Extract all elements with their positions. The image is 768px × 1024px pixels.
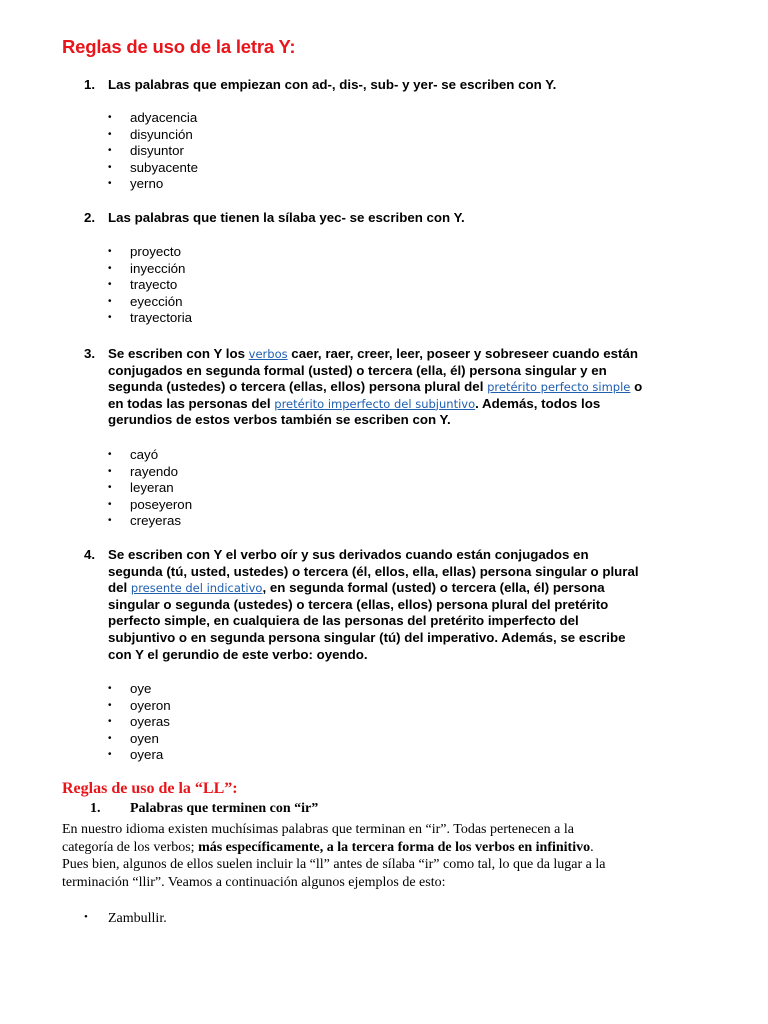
text-run: subjuntivo o en segunda persona singular (tú) del imperativo. Además, se escribe — [108, 629, 626, 645]
rule-3-examples — [108, 447, 192, 530]
rule-number: 1. — [84, 77, 96, 92]
list-item: • trayectoria — [108, 310, 192, 327]
list-item: • poseyeron — [108, 497, 192, 514]
text-run: o — [630, 379, 643, 395]
list-item: • trayecto — [108, 277, 192, 294]
text-run: gerundios de estos verbos también se escriben con Y. — [108, 412, 451, 428]
rule-text: Palabras que terminen con “ir” — [130, 801, 319, 816]
list-item: • oyeras — [108, 714, 171, 731]
rule-text — [108, 346, 684, 429]
text-run: segunda (tú, usted, ustedes) o tercera (él, ellos, ella, ellas) persona singular o plural — [108, 563, 639, 579]
rule-text: Las palabras que tienen la sílaba yec- se escriben con Y. — [108, 210, 465, 225]
text-run: categoría de los verbos; — [62, 839, 199, 855]
text-line: En nuestro idioma existen muchísimas palabras que terminan en “ir”. Todas pertenecen a la — [62, 822, 574, 837]
list-item: • subyacente — [108, 160, 198, 177]
ll-rule-1 — [90, 801, 318, 817]
section-ll-title: Reglas de uso de la “LL”: — [62, 780, 238, 797]
text-run: caer, raer, creer, leer, poseer y sobreseer cuando están — [287, 346, 638, 361]
rule-1-examples — [108, 110, 198, 193]
text-run: en todas las personas del — [108, 395, 275, 411]
rule-text: Las palabras que empiezan con ad-, dis-, sub- y yer- se escriben con Y. — [108, 77, 557, 92]
text-run: conjugados en segunda formal (usted) o tercera (ella, él) persona singular y en — [108, 362, 607, 378]
link-preterito-imperfecto-subjuntivo[interactable]: pretérito imperfecto del subjuntivo — [274, 396, 476, 411]
link-presente-indicativo[interactable]: presente del indicativo — [130, 581, 263, 596]
emphasis-text: más específicamente, a la tercera forma de los verbos en infinitivo — [198, 839, 591, 855]
ll-examples — [84, 911, 167, 927]
rule-2-examples — [108, 244, 192, 327]
list-item: • Zambullir. — [84, 911, 167, 927]
text-run: perfecto simple, en cualquiera de las personas del pretérito imperfecto del — [108, 613, 579, 629]
rule-number: 4. — [84, 547, 96, 562]
rule-2 — [84, 210, 684, 227]
text-run: Se escriben con Y el verbo oír y sus derivados cuando están conjugados en — [108, 547, 589, 562]
list-item: • oyen — [108, 731, 171, 748]
list-item: • oyera — [108, 747, 171, 764]
ll-paragraph — [62, 821, 662, 891]
text-run: segunda (ustedes) o tercera (ellas, ellos) persona plural del — [108, 379, 488, 395]
link-preterito-perfecto-simple[interactable]: pretérito perfecto simple — [487, 380, 631, 395]
text-run: con Y el gerundio de este verbo: oyendo. — [108, 646, 368, 662]
list-item: • rayendo — [108, 464, 192, 481]
list-item: • oyeron — [108, 698, 171, 715]
text-run: singular o segunda (ustedes) o tercera (ellas, ellos) persona plural del pretérito — [108, 596, 609, 612]
text-line: Pues bien, algunos de ellos suelen incluir la “ll” antes de sílaba “ir” como tal, lo que da lugar a la — [62, 857, 606, 872]
section-y-title: Reglas de uso de la letra Y: — [62, 36, 296, 57]
rule-1 — [84, 77, 684, 94]
list-item: • eyección — [108, 294, 192, 311]
link-verbos[interactable]: verbos — [248, 347, 288, 361]
rule-number: 3. — [84, 346, 96, 361]
text-run: . Además, todos los — [475, 395, 601, 411]
rule-number: 1. — [90, 801, 101, 816]
list-item: • creyeras — [108, 513, 192, 530]
text-run: . — [590, 839, 594, 855]
rule-4 — [84, 547, 684, 663]
list-item: • disyunción — [108, 127, 198, 144]
list-item: • cayó — [108, 447, 192, 464]
list-item: • oye — [108, 681, 171, 698]
text-run: del — [108, 580, 131, 596]
list-item: • inyección — [108, 261, 192, 278]
text-line: terminación “llir”. Veamos a continuación algunos ejemplos de esto: — [62, 874, 446, 890]
rule-number: 2. — [84, 210, 96, 225]
rule-3 — [84, 346, 684, 429]
list-item: • yerno — [108, 176, 198, 193]
list-item: • adyacencia — [108, 110, 198, 127]
rule-text — [108, 547, 684, 663]
list-item: • proyecto — [108, 244, 192, 261]
list-item: • disyuntor — [108, 143, 198, 160]
text-run: , en segunda formal (usted) o tercera (ella, él) persona — [262, 580, 605, 596]
text-run: Se escriben con Y los — [108, 346, 249, 361]
rule-4-examples — [108, 681, 171, 764]
text-line — [62, 839, 662, 857]
list-item: • leyeran — [108, 480, 192, 497]
